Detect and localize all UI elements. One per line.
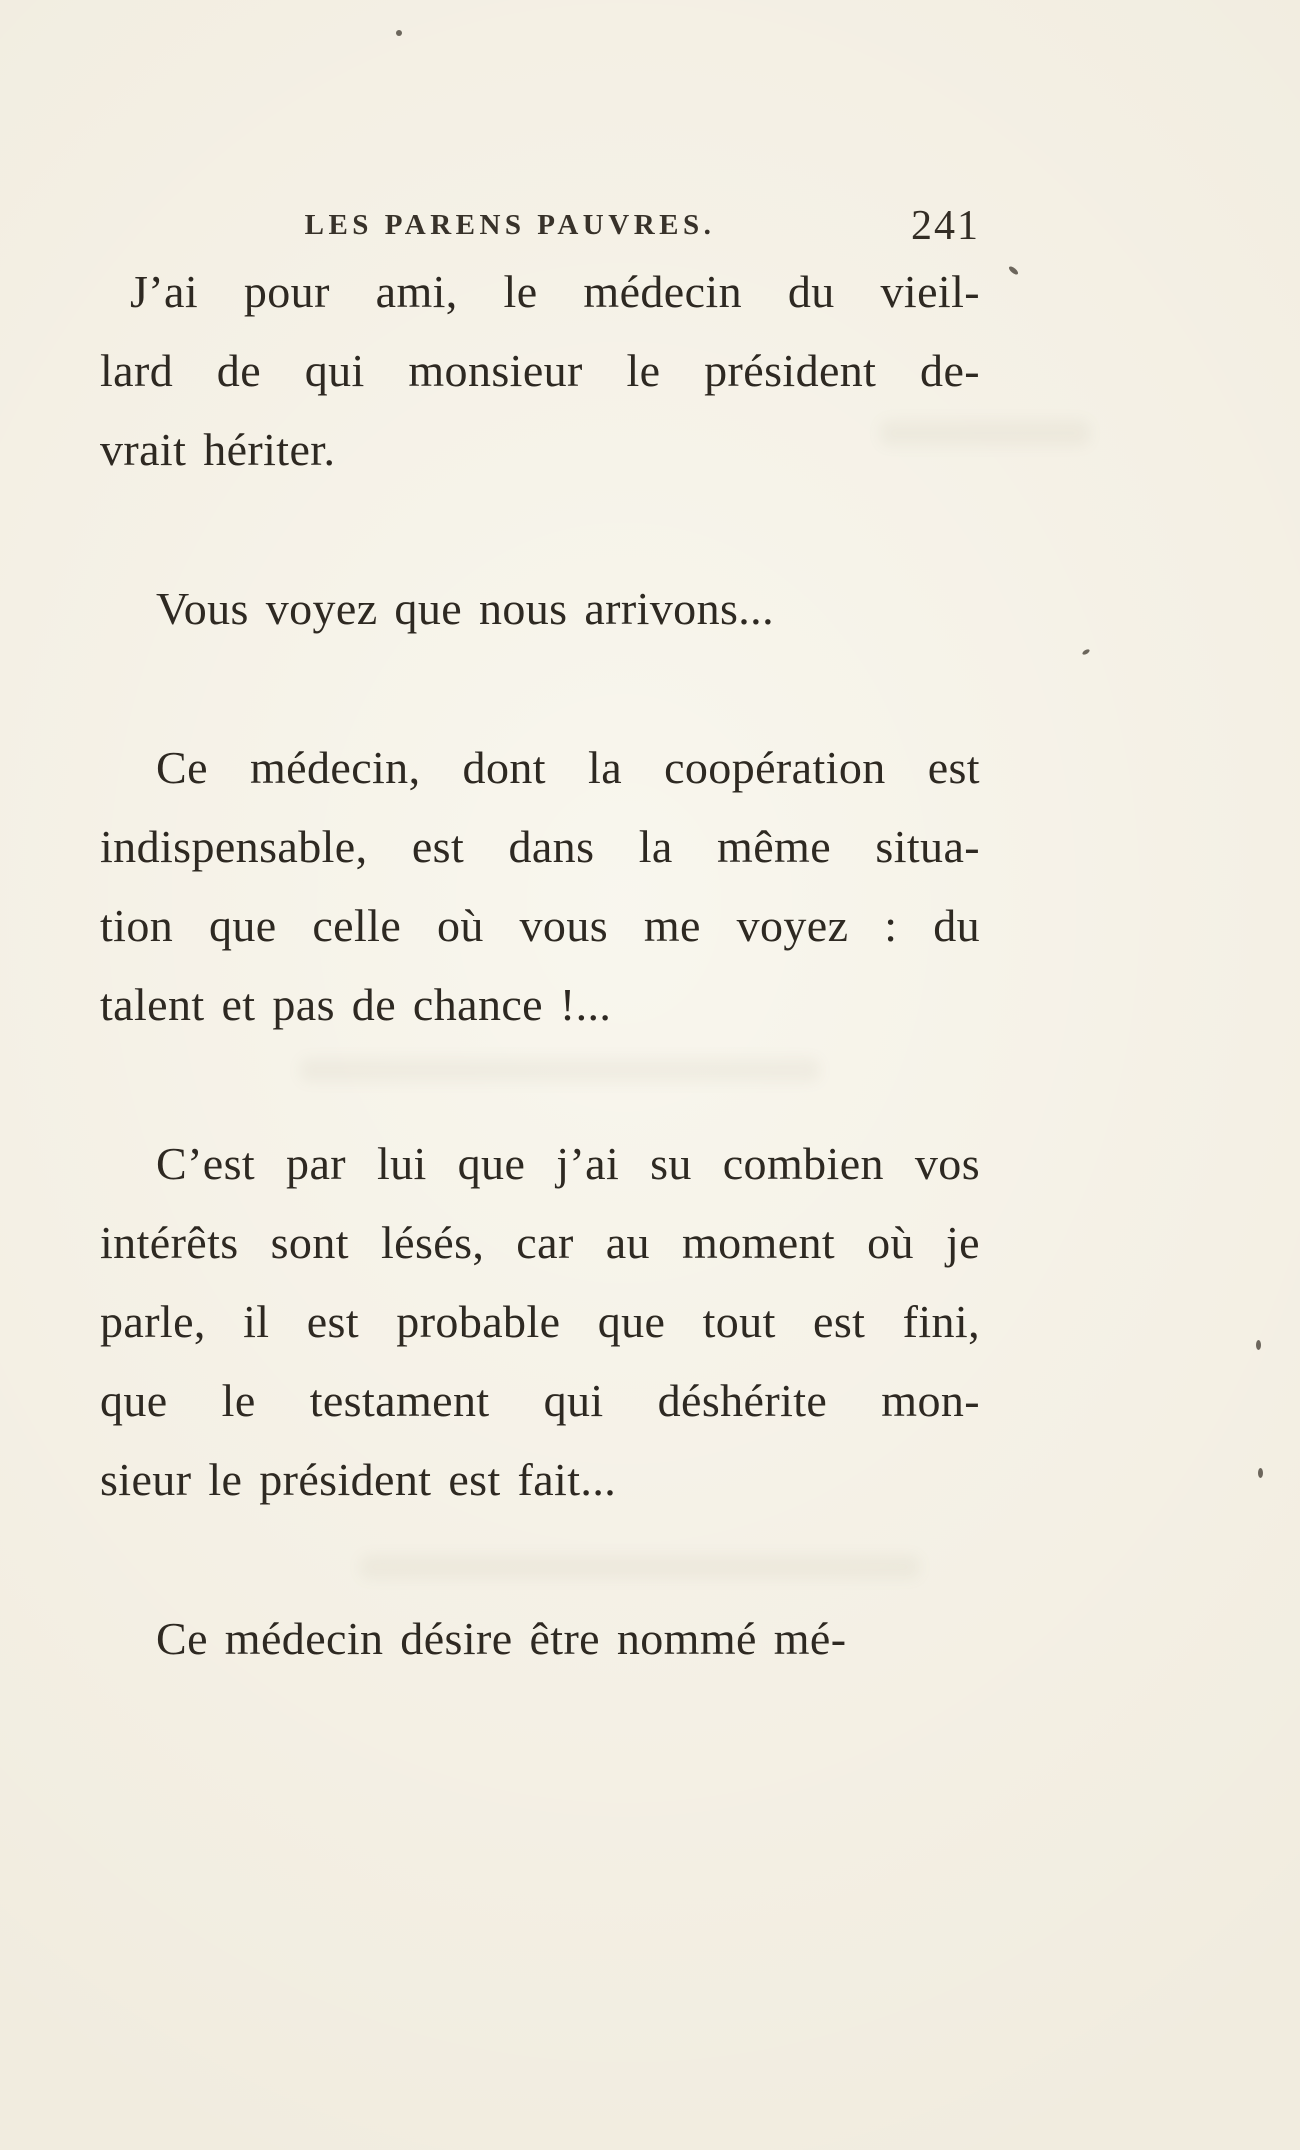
paragraph-2 [100,569,980,648]
text-line: intérêts sont lésés, car au moment où je [100,1217,980,1268]
paragraph-3 [100,728,980,1044]
text-line: parle, il est probable que tout est fini, [100,1296,980,1347]
text-line: que le testament qui déshérite mon- [100,1375,980,1426]
text-line: indispensable, est dans la même situa- [100,821,980,872]
paragraph-1 [100,252,980,489]
text-line: C’est par lui que j’ai su combien vos [156,1138,980,1189]
text-line: Ce médecin désire être nommé mé- [156,1613,847,1664]
page-body-text [100,252,980,1758]
text-line: vrait hériter. [100,424,336,475]
paragraph-4 [100,1124,980,1519]
scan-speck [396,30,402,36]
text-line: Ce médecin, dont la coopération est [156,742,980,793]
text-line: sieur le président est fait... [100,1454,617,1505]
scan-speck [1008,265,1020,276]
text-line: talent et pas de chance !... [100,979,612,1030]
text-line: Vous voyez que nous arrivons... [156,583,774,634]
page-number: 241 [911,203,980,249]
running-header [100,190,980,248]
text-line: J’ai pour ami, le médecin du vieil- [130,266,980,317]
running-title: LES PARENS PAUVRES. [304,209,716,241]
scan-speck [1256,1340,1261,1350]
scan-speck [1258,1468,1263,1478]
text-line: lard de qui monsieur le président de- [100,345,980,396]
paragraph-5 [100,1599,980,1678]
scan-speck [1082,648,1091,655]
text-line: tion que celle où vous me voyez : du [100,900,980,951]
